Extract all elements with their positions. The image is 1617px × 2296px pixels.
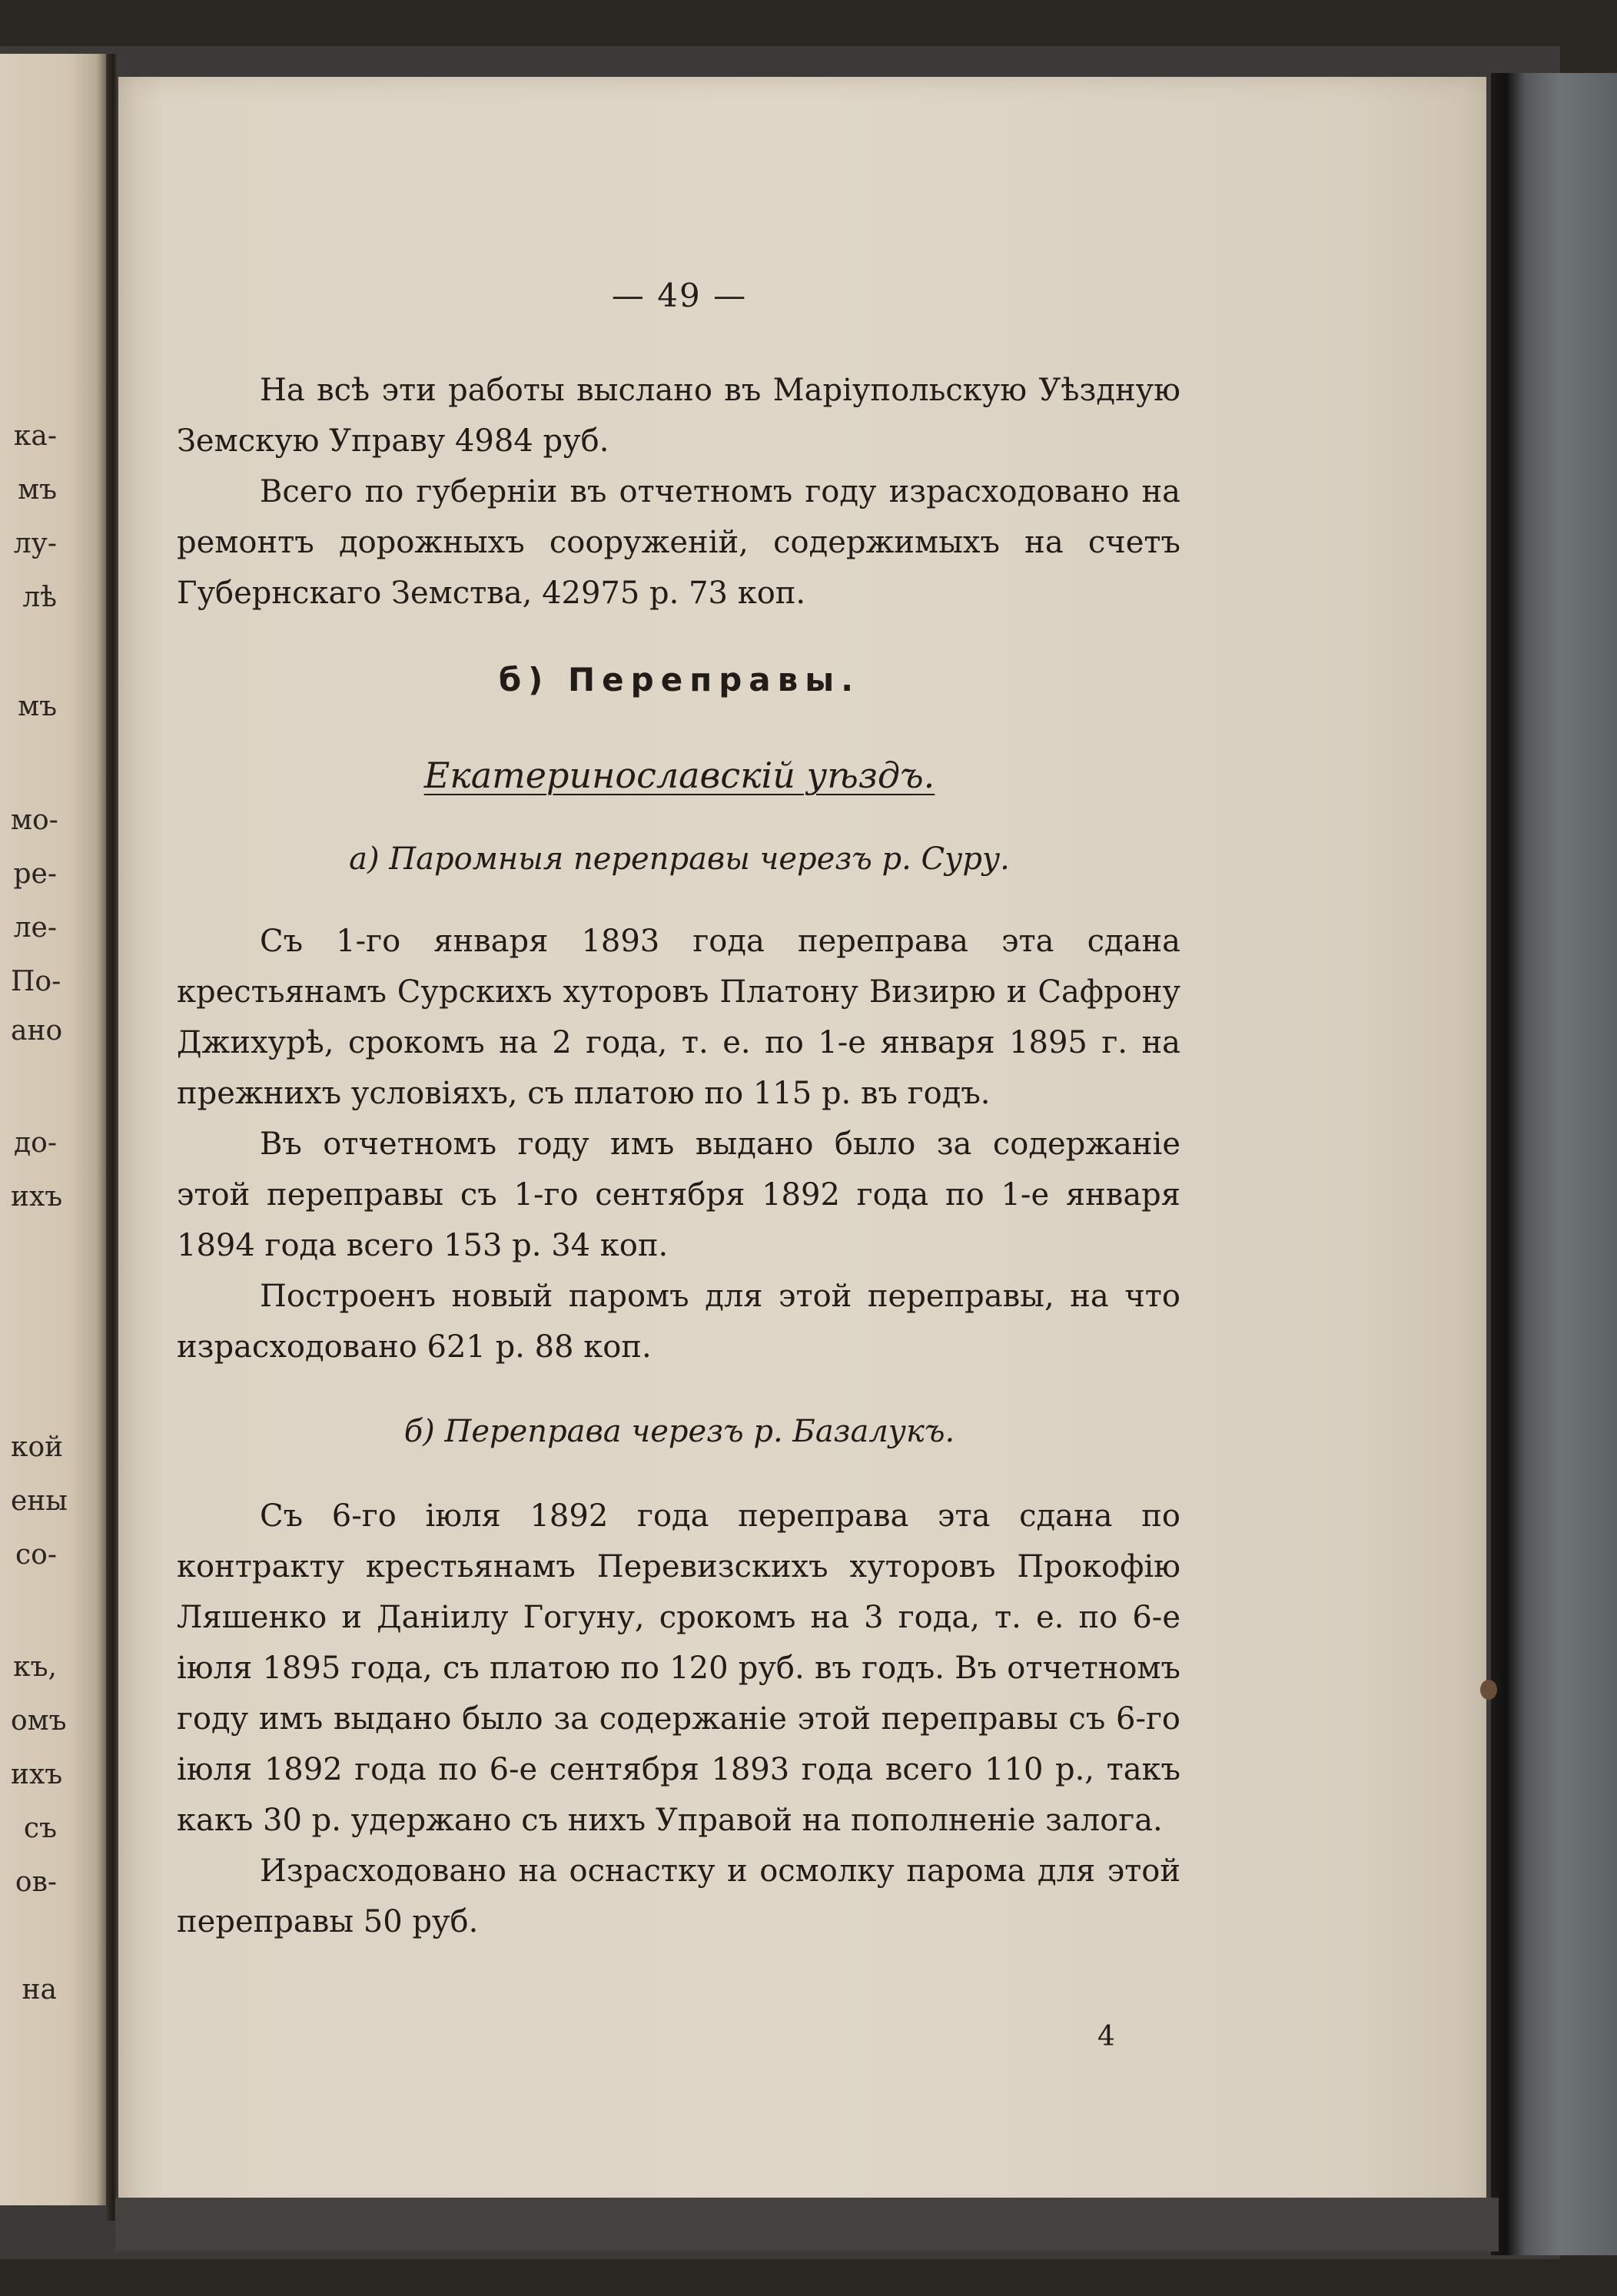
paragraph: Израсходовано на оснастку и осмолку парома для этой переправы 50 руб.: [177, 1853, 1180, 1939]
left-page-fragment: до-: [13, 1127, 57, 1159]
paragraph: Въ отчетномъ году имъ выдано было за содержаніе этой переправы съ 1-го сентября 1892 года по 1-е января 1894 года всего 153 р. 34 коп.: [177, 1126, 1180, 1263]
book-cover-edge: [1491, 73, 1617, 2255]
left-page-fragment: ихъ: [11, 1181, 63, 1213]
paragraph: Построенъ новый паромъ для этой переправы, на что израсходовано 621 р. 88 коп.: [177, 1279, 1180, 1365]
left-page-fragment: ихъ: [11, 1759, 63, 1790]
text-block-bottom: [177, 1491, 1180, 1947]
left-page-fragment: мъ: [18, 691, 57, 722]
paragraph: На всѣ эти работы выслано въ Маріупольскую Уѣздную Земскую Управу 4984 руб.: [177, 373, 1180, 459]
left-page-fragment: мъ: [18, 474, 57, 506]
left-page-fragment: кой: [11, 1432, 64, 1463]
text-block-top: [177, 365, 1180, 619]
left-page-fragment: ов-: [15, 1866, 57, 1898]
subsection-heading: а) Паромныя переправы черезъ р. Суру.: [349, 841, 1010, 877]
ink-spot: [1480, 1680, 1497, 1700]
left-facing-page: [0, 54, 108, 2205]
book-page: [118, 77, 1486, 2221]
book-gutter: [106, 54, 118, 2221]
left-page-fragment: лу-: [13, 528, 57, 559]
district-heading: Екатеринославскій уѣздъ.: [423, 755, 935, 796]
book-cover-bottom: [115, 2198, 1499, 2251]
left-page-fragment: мо-: [11, 805, 58, 836]
signature-mark: 4: [1097, 2021, 1115, 2052]
left-page-fragment: ены: [11, 1485, 68, 1517]
left-page-fragment: ка-: [13, 420, 57, 452]
paragraph: Съ 6-го іюля 1892 года переправа эта сдана по контракту крестьянамъ Перевизскихъ хуторовъ Прокофію Ляшенко и Даніилу Гогуну, срокомъ на 3 года, т. е. по 6-е іюля 1895 года, съ платою по 120 руб. въ годъ. Въ отчетномъ году имъ выдано было за содержаніе этой переправы съ 6-го іюля 1892 года по 6-е сентября 1893 года всего 110 р., такъ какъ 30 р. удержано съ нихъ Управой на пополненіе залога.: [177, 1498, 1180, 1838]
left-page-fragment: ано: [11, 1015, 63, 1047]
left-page-fragment: ле-: [13, 912, 57, 944]
left-page-fragment: лѣ: [22, 582, 57, 613]
paragraph: Всего по губерніи въ отчетномъ году израсходовано на ремонтъ дорожныхъ сооруженій, содержимыхъ на счетъ Губернскаго Земства, 42975 р. 73 коп.: [177, 474, 1180, 611]
left-page-fragment: ре-: [13, 858, 57, 890]
page-number: — 49 —: [611, 277, 748, 314]
left-page-fragment: къ,: [13, 1651, 57, 1683]
left-page-fragment: со-: [15, 1539, 57, 1571]
left-page-fragment: омъ: [11, 1705, 67, 1737]
left-page-fragment: По-: [11, 966, 61, 997]
paragraph: Съ 1-го января 1893 года переправа эта сдана крестьянамъ Сурскихъ хуторовъ Платону Визирю и Сафрону Джихурѣ, срокомъ на 2 года, т. е. по 1-е января 1895 г. на прежнихъ условіяхъ, съ платою по 115 р. въ годъ.: [177, 924, 1180, 1111]
text-block-middle: [177, 916, 1180, 1372]
left-page-fragment: съ: [23, 1813, 57, 1844]
subsection-heading: б) Переправа черезъ р. Базалукъ.: [403, 1414, 955, 1449]
left-page-fragment: на: [22, 1974, 57, 2006]
section-heading: б) Переправы.: [498, 661, 861, 698]
